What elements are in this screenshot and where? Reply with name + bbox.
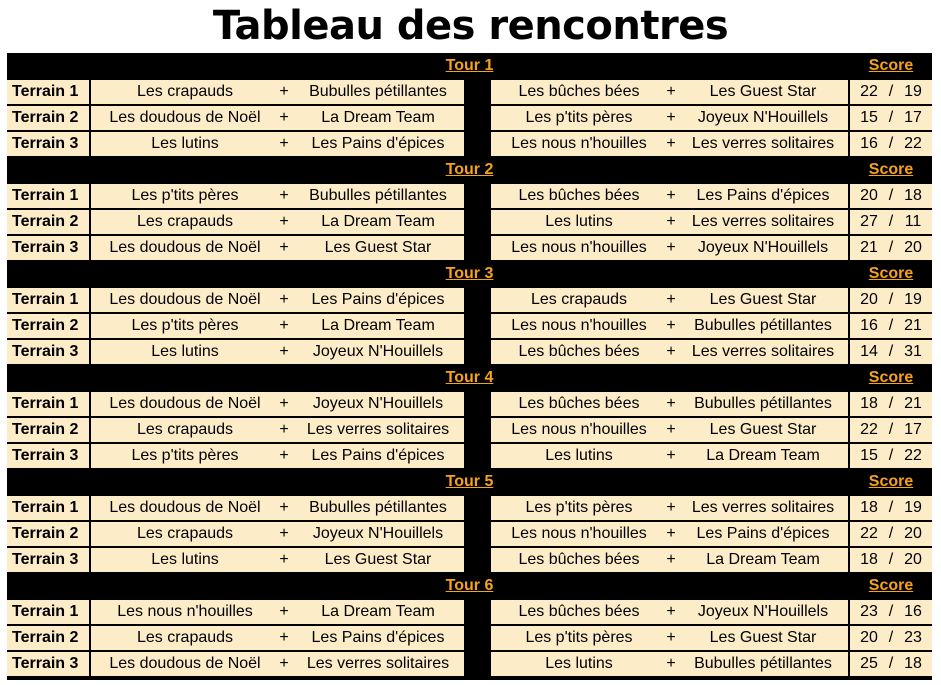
team-name: Les p'tits pères (525, 629, 633, 646)
score-separator: / (888, 551, 894, 568)
plus-sign: + (666, 499, 676, 516)
match-left (91, 132, 464, 156)
score-value: 15 (860, 447, 878, 464)
score-value: 23 (904, 629, 922, 646)
match-left (91, 548, 464, 572)
plus-sign: + (666, 239, 676, 256)
score-separator: / (888, 655, 894, 672)
plus-sign: + (279, 551, 289, 568)
score-separator: / (888, 343, 894, 360)
score-value: 18 (860, 499, 878, 516)
plus-sign: + (279, 525, 289, 542)
team-name: Joyeux N'Houillels (312, 525, 444, 542)
match-right (491, 600, 848, 624)
match-row (7, 443, 932, 469)
team-name: Joyeux N'Houillels (312, 343, 444, 360)
plus-sign: + (666, 291, 676, 308)
terrain-label: Terrain 3 (7, 340, 89, 364)
score-value: 18 (904, 655, 922, 672)
match-row (7, 599, 932, 625)
plus-sign: + (279, 109, 289, 126)
plus-sign: + (666, 525, 676, 542)
team-name: Les doudous de Noël (109, 239, 261, 256)
team-name: La Dream Team (706, 551, 820, 568)
score-separator: / (888, 447, 894, 464)
team-name: Les Pains d'épices (696, 525, 830, 542)
team-name: Les p'tits pères (525, 499, 633, 516)
team-name: Les lutins (151, 551, 219, 568)
terrain-label: Terrain 2 (7, 106, 89, 130)
team-name: Les Guest Star (709, 291, 817, 308)
team-name: Les Pains d'épices (311, 447, 445, 464)
team-name: Les lutins (151, 135, 219, 152)
team-name: Les lutins (151, 343, 219, 360)
score-value: 22 (904, 447, 922, 464)
match-left (91, 652, 464, 676)
score-value: 27 (860, 213, 878, 230)
score-separator: / (888, 317, 894, 334)
score-value: 18 (860, 395, 878, 412)
score-value: 21 (904, 317, 922, 334)
plus-sign: + (666, 395, 676, 412)
score-value: 19 (904, 291, 922, 308)
match-right (491, 418, 848, 442)
team-name: Les Guest Star (324, 551, 432, 568)
team-name: Les Guest Star (324, 239, 432, 256)
score-value: 20 (860, 187, 878, 204)
team-name: Les Pains d'épices (696, 187, 830, 204)
tour-label: Tour 1 (445, 57, 494, 74)
match-row (7, 131, 932, 157)
team-name: Les bûches bées (518, 343, 640, 360)
team-name: Les crapauds (530, 291, 628, 308)
score-separator: / (888, 525, 894, 542)
score-header: Score (868, 161, 914, 178)
tour-block (7, 157, 932, 261)
tour-header (7, 365, 932, 391)
team-name: Les bûches bées (518, 187, 640, 204)
team-name: La Dream Team (706, 447, 820, 464)
team-name: Bubulles pétillantes (309, 499, 447, 516)
plus-sign: + (666, 317, 676, 334)
score-value: 18 (904, 187, 922, 204)
tour-header (7, 469, 932, 495)
plus-sign: + (666, 655, 676, 672)
match-left (91, 236, 464, 260)
team-name: Les bûches bées (518, 395, 640, 412)
team-name: Les Pains d'épices (311, 291, 445, 308)
team-name: Les lutins (545, 447, 613, 464)
match-row (7, 79, 932, 105)
match-left (91, 340, 464, 364)
score-separator: / (888, 213, 894, 230)
score-value: 19 (904, 499, 922, 516)
score-cell (850, 418, 932, 442)
score-value: 22 (904, 135, 922, 152)
team-name: Les p'tits pères (525, 109, 633, 126)
team-name: Les nous n'houilles (511, 239, 647, 256)
match-left (91, 80, 464, 104)
score-value: 16 (860, 135, 878, 152)
team-name: Bubulles pétillantes (694, 317, 832, 334)
team-name: Les crapauds (136, 421, 234, 438)
team-name: Les p'tits pères (131, 317, 239, 334)
match-right (491, 496, 848, 520)
score-separator: / (888, 421, 894, 438)
match-right (491, 132, 848, 156)
plus-sign: + (279, 317, 289, 334)
match-row (7, 313, 932, 339)
team-name: Bubulles pétillantes (694, 395, 832, 412)
match-right (491, 626, 848, 650)
team-name: Les bûches bées (518, 83, 640, 100)
score-value: 16 (904, 603, 922, 620)
plus-sign: + (279, 291, 289, 308)
score-separator: / (888, 395, 894, 412)
score-cell (850, 210, 932, 234)
plus-sign: + (279, 343, 289, 360)
match-right (491, 288, 848, 312)
terrain-label: Terrain 3 (7, 132, 89, 156)
score-value: 18 (860, 551, 878, 568)
match-right (491, 392, 848, 416)
team-name: Les p'tits pères (131, 447, 239, 464)
plus-sign: + (666, 629, 676, 646)
score-value: 31 (904, 343, 922, 360)
terrain-label: Terrain 3 (7, 236, 89, 260)
team-name: Joyeux N'Houillels (697, 603, 829, 620)
score-value: 21 (904, 395, 922, 412)
team-name: Les verres solitaires (691, 343, 835, 360)
match-row (7, 391, 932, 417)
match-row (7, 547, 932, 573)
terrain-label: Terrain 1 (7, 496, 89, 520)
score-cell (850, 444, 932, 468)
team-name: Les crapauds (136, 525, 234, 542)
score-separator: / (888, 291, 894, 308)
plus-sign: + (666, 187, 676, 204)
tour-block (7, 469, 932, 573)
match-left (91, 184, 464, 208)
score-header: Score (868, 473, 914, 490)
team-name: Les verres solitaires (691, 213, 835, 230)
plus-sign: + (279, 187, 289, 204)
terrain-label: Terrain 2 (7, 210, 89, 234)
tour-block (7, 53, 932, 157)
terrain-label: Terrain 2 (7, 522, 89, 546)
tour-label: Tour 6 (445, 577, 494, 594)
match-right (491, 652, 848, 676)
team-name: Les verres solitaires (306, 421, 450, 438)
score-cell (850, 340, 932, 364)
team-name: Les doudous de Noël (109, 655, 261, 672)
terrain-label: Terrain 3 (7, 444, 89, 468)
match-left (91, 418, 464, 442)
matches-table (7, 53, 932, 680)
score-value: 14 (860, 343, 878, 360)
team-name: Bubulles pétillantes (694, 655, 832, 672)
match-row (7, 183, 932, 209)
score-separator: / (888, 135, 894, 152)
match-right (491, 184, 848, 208)
score-value: 22 (860, 83, 878, 100)
score-value: 17 (904, 109, 922, 126)
terrain-label: Terrain 1 (7, 80, 89, 104)
score-cell (850, 626, 932, 650)
score-cell (850, 80, 932, 104)
plus-sign: + (279, 395, 289, 412)
score-cell (850, 184, 932, 208)
score-separator: / (888, 109, 894, 126)
team-name: Les Guest Star (709, 629, 817, 646)
score-separator: / (888, 239, 894, 256)
match-left (91, 496, 464, 520)
page-title: Tableau des rencontres (212, 3, 729, 49)
tour-block (7, 365, 932, 469)
team-name: Les Pains d'épices (311, 135, 445, 152)
team-name: Les doudous de Noël (109, 395, 261, 412)
score-value: 16 (860, 317, 878, 334)
team-name: La Dream Team (321, 603, 435, 620)
score-value: 20 (860, 629, 878, 646)
match-right (491, 106, 848, 130)
match-row (7, 651, 932, 677)
match-right (491, 548, 848, 572)
score-value: 17 (904, 421, 922, 438)
team-name: Joyeux N'Houillels (697, 109, 829, 126)
terrain-label: Terrain 1 (7, 288, 89, 312)
match-right (491, 210, 848, 234)
terrain-label: Terrain 1 (7, 184, 89, 208)
score-separator: / (888, 499, 894, 516)
tour-label: Tour 2 (445, 161, 494, 178)
match-row (7, 235, 932, 261)
tour-header (7, 157, 932, 183)
team-name: Les nous n'houilles (511, 317, 647, 334)
score-separator: / (888, 83, 894, 100)
score-separator: / (888, 603, 894, 620)
match-right (491, 80, 848, 104)
match-left (91, 626, 464, 650)
team-name: Joyeux N'Houillels (697, 239, 829, 256)
team-name: Les Pains d'épices (311, 629, 445, 646)
team-name: Les lutins (545, 213, 613, 230)
match-row (7, 495, 932, 521)
match-row (7, 625, 932, 651)
match-left (91, 600, 464, 624)
match-right (491, 444, 848, 468)
score-value: 23 (860, 603, 878, 620)
tour-header (7, 53, 932, 79)
tour-block (7, 261, 932, 365)
team-name: Joyeux N'Houillels (312, 395, 444, 412)
plus-sign: + (279, 83, 289, 100)
score-cell (850, 548, 932, 572)
score-value: 20 (904, 239, 922, 256)
plus-sign: + (279, 603, 289, 620)
team-name: Les bûches bées (518, 551, 640, 568)
plus-sign: + (666, 343, 676, 360)
match-left (91, 444, 464, 468)
team-name: Les verres solitaires (691, 499, 835, 516)
team-name: La Dream Team (321, 213, 435, 230)
tour-block (7, 573, 932, 677)
terrain-label: Terrain 3 (7, 652, 89, 676)
match-left (91, 210, 464, 234)
team-name: Les nous n'houilles (117, 603, 253, 620)
team-name: Les lutins (545, 655, 613, 672)
plus-sign: + (666, 421, 676, 438)
score-value: 20 (904, 551, 922, 568)
tour-label: Tour 3 (445, 265, 494, 282)
tour-header (7, 573, 932, 599)
team-name: Les doudous de Noël (109, 291, 261, 308)
plus-sign: + (279, 655, 289, 672)
terrain-label: Terrain 3 (7, 548, 89, 572)
team-name: Les nous n'houilles (511, 421, 647, 438)
team-name: Les crapauds (136, 213, 234, 230)
plus-sign: + (279, 421, 289, 438)
plus-sign: + (666, 551, 676, 568)
plus-sign: + (279, 629, 289, 646)
score-value: 20 (860, 291, 878, 308)
score-cell (850, 288, 932, 312)
score-cell (850, 652, 932, 676)
score-separator: / (888, 629, 894, 646)
score-cell (850, 236, 932, 260)
plus-sign: + (279, 135, 289, 152)
match-row (7, 287, 932, 313)
score-header: Score (868, 577, 914, 594)
score-value: 11 (904, 213, 922, 230)
terrain-label: Terrain 1 (7, 600, 89, 624)
plus-sign: + (279, 447, 289, 464)
score-value: 22 (860, 525, 878, 542)
score-value: 21 (860, 239, 878, 256)
plus-sign: + (666, 213, 676, 230)
score-value: 22 (860, 421, 878, 438)
team-name: Les verres solitaires (691, 135, 835, 152)
plus-sign: + (666, 83, 676, 100)
score-cell (850, 132, 932, 156)
team-name: Bubulles pétillantes (309, 187, 447, 204)
plus-sign: + (279, 239, 289, 256)
score-header: Score (868, 57, 914, 74)
score-value: 15 (860, 109, 878, 126)
score-header: Score (868, 265, 914, 282)
team-name: Les verres solitaires (306, 655, 450, 672)
match-right (491, 236, 848, 260)
team-name: Les p'tits pères (131, 187, 239, 204)
team-name: Les Guest Star (709, 83, 817, 100)
score-value: 20 (904, 525, 922, 542)
terrain-label: Terrain 2 (7, 418, 89, 442)
tour-header (7, 261, 932, 287)
terrain-label: Terrain 2 (7, 626, 89, 650)
score-separator: / (888, 187, 894, 204)
match-row (7, 521, 932, 547)
team-name: La Dream Team (321, 109, 435, 126)
match-row (7, 105, 932, 131)
score-cell (850, 496, 932, 520)
score-cell (850, 600, 932, 624)
terrain-label: Terrain 1 (7, 392, 89, 416)
match-left (91, 288, 464, 312)
match-row (7, 209, 932, 235)
match-right (491, 522, 848, 546)
team-name: Bubulles pétillantes (309, 83, 447, 100)
score-cell (850, 106, 932, 130)
score-cell (850, 314, 932, 338)
score-cell (850, 522, 932, 546)
tour-label: Tour 4 (445, 369, 494, 386)
plus-sign: + (666, 135, 676, 152)
match-right (491, 314, 848, 338)
terrain-label: Terrain 2 (7, 314, 89, 338)
team-name: La Dream Team (321, 317, 435, 334)
match-left (91, 522, 464, 546)
score-value: 19 (904, 83, 922, 100)
team-name: Les Guest Star (709, 421, 817, 438)
plus-sign: + (279, 499, 289, 516)
match-left (91, 314, 464, 338)
team-name: Les crapauds (136, 629, 234, 646)
team-name: Les nous n'houilles (511, 525, 647, 542)
match-left (91, 106, 464, 130)
plus-sign: + (666, 447, 676, 464)
score-value: 25 (860, 655, 878, 672)
team-name: Les nous n'houilles (511, 135, 647, 152)
match-row (7, 417, 932, 443)
match-left (91, 392, 464, 416)
plus-sign: + (666, 109, 676, 126)
score-cell (850, 392, 932, 416)
tour-label: Tour 5 (445, 473, 494, 490)
match-right (491, 340, 848, 364)
team-name: Les bûches bées (518, 603, 640, 620)
team-name: Les doudous de Noël (109, 109, 261, 126)
team-name: Les doudous de Noël (109, 499, 261, 516)
plus-sign: + (666, 603, 676, 620)
plus-sign: + (279, 213, 289, 230)
team-name: Les crapauds (136, 83, 234, 100)
score-header: Score (868, 369, 914, 386)
match-row (7, 339, 932, 365)
